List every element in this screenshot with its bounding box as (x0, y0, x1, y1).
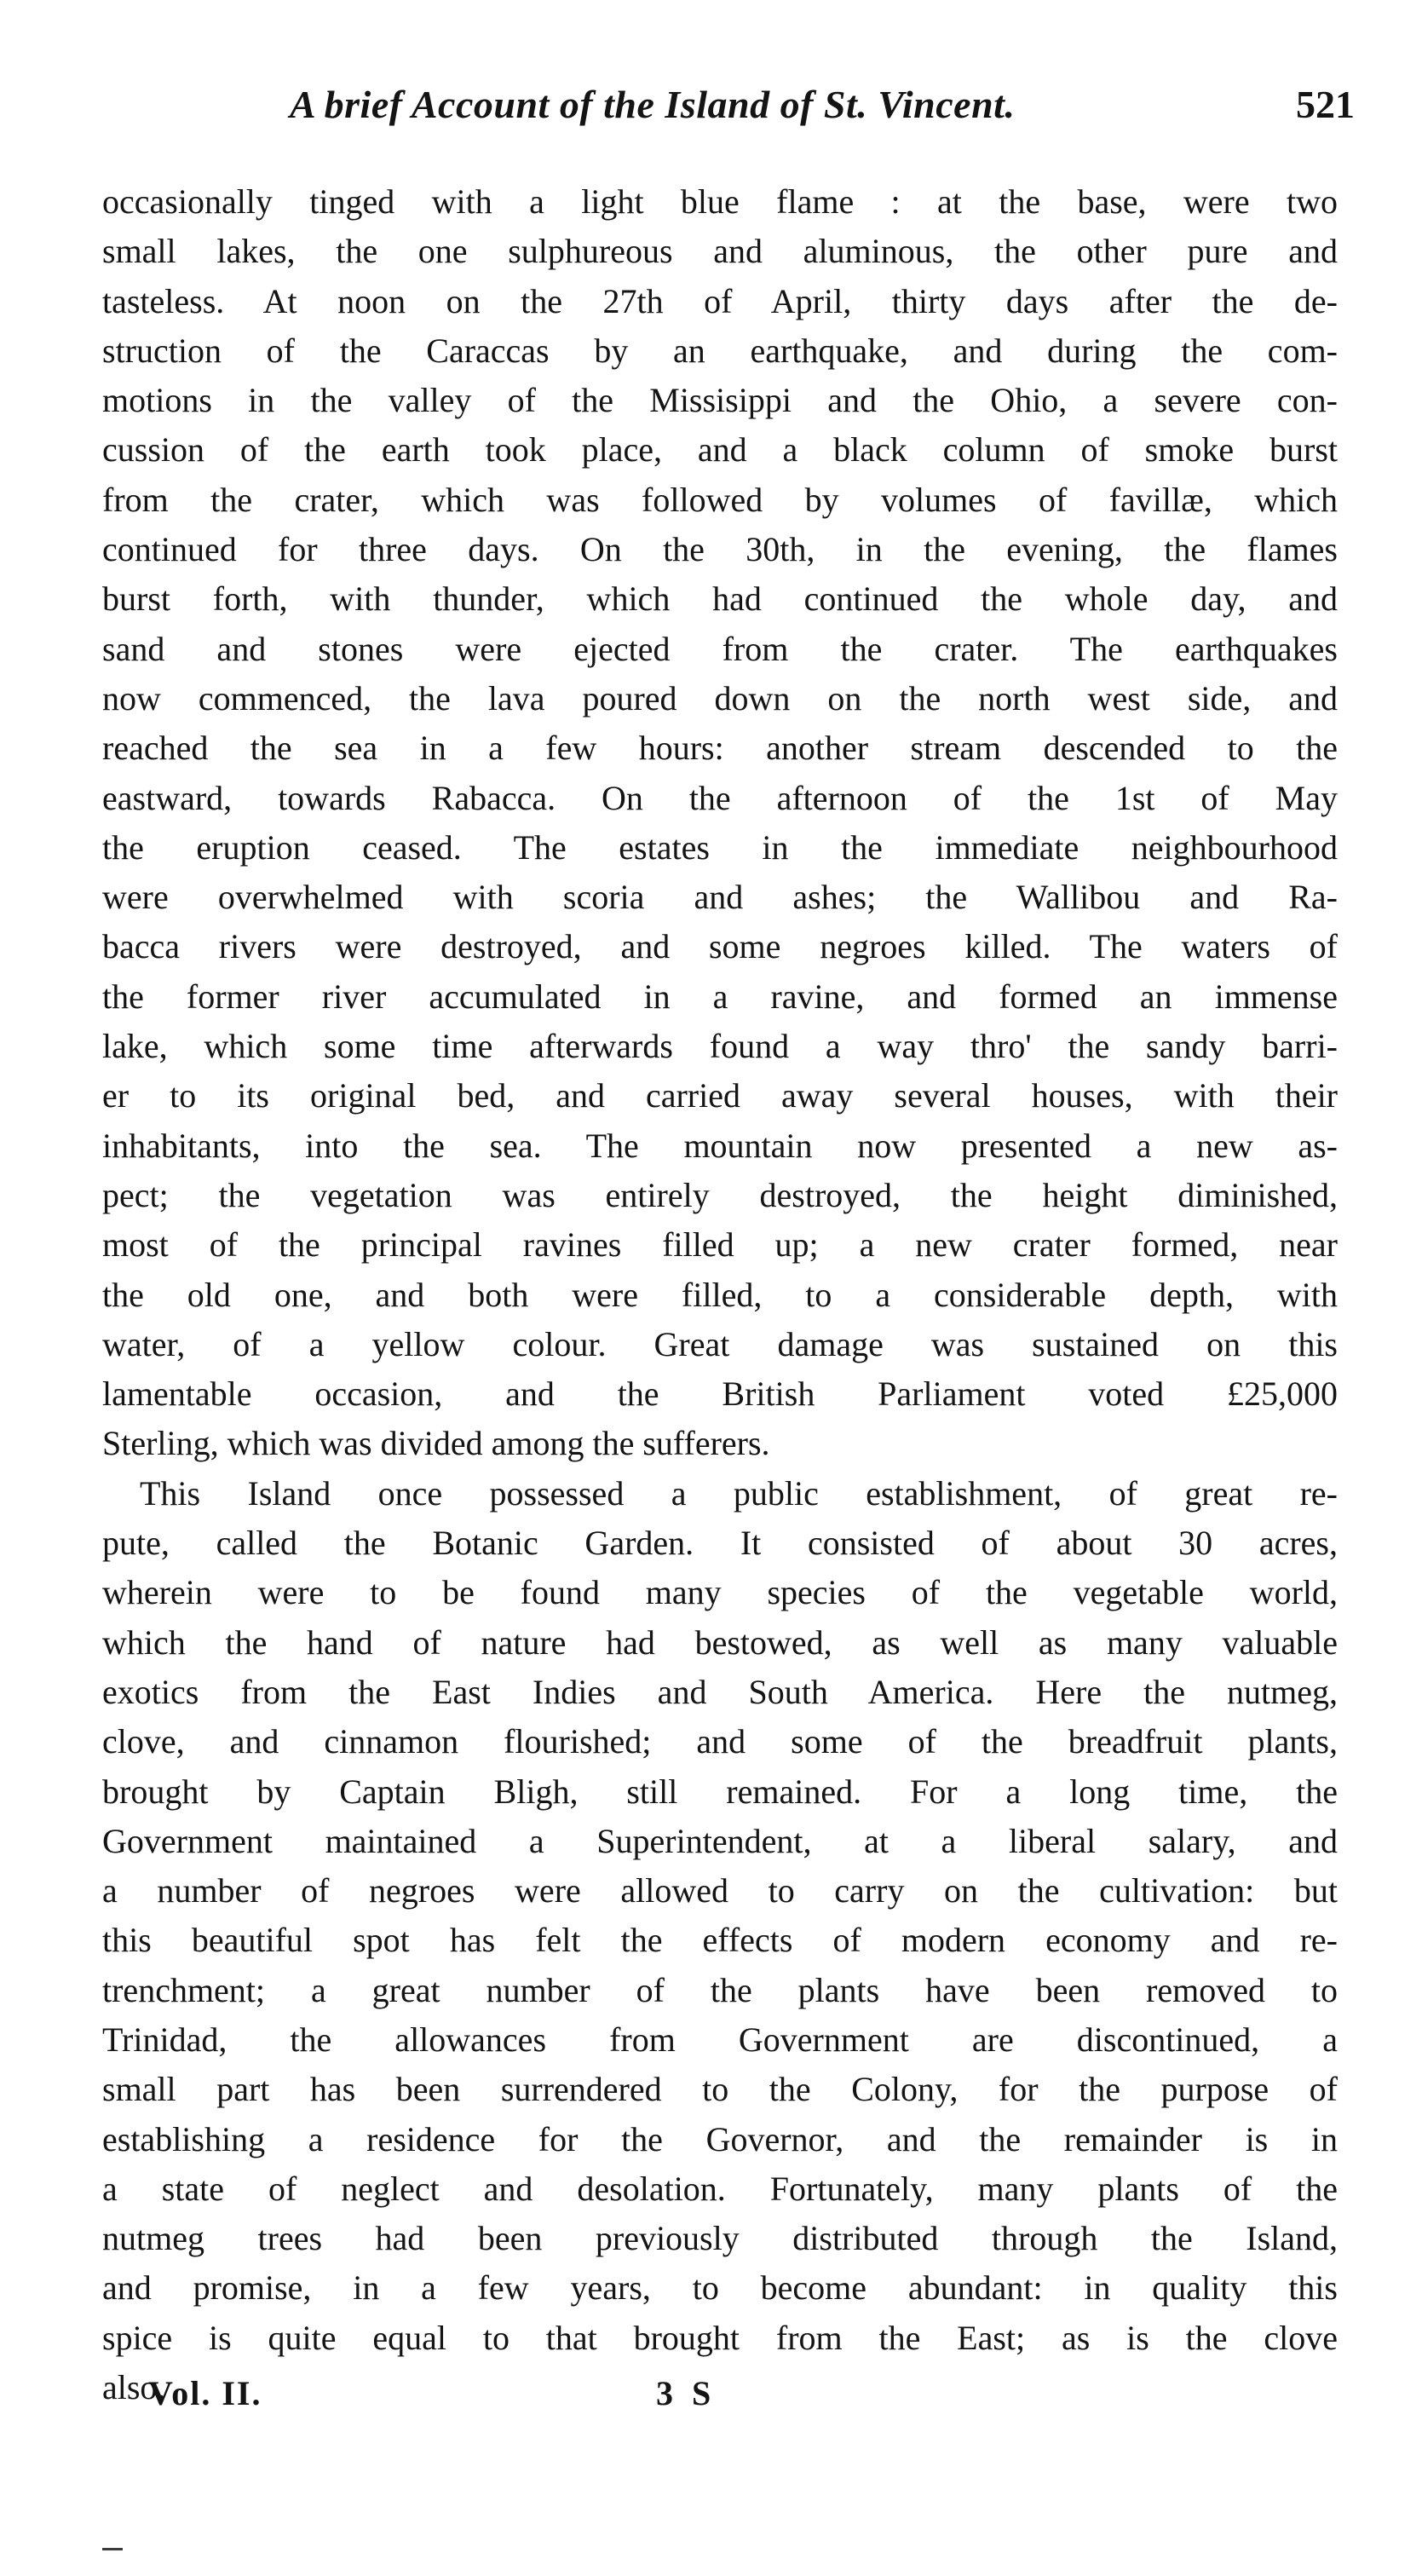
text-line: the old one, and both were filled, to a considerable depth, with (102, 1275, 1338, 1314)
signature-mark: 3 S (656, 2374, 717, 2412)
text-line: lamentable occasion, and the British Parliament voted £25,000 (102, 1374, 1338, 1414)
text-line: pect; the vegetation was entirely destroyed, the height diminished, (102, 1175, 1338, 1214)
text-line: a number of negroes were allowed to carry on the cultivation: but (102, 1871, 1338, 1910)
text-line: exotics from the East Indies and South America. Here the nutmeg, (102, 1672, 1338, 1711)
text-line: eastward, towards Rabacca. On the afternoon of the 1st of May (102, 778, 1338, 817)
text-line: clove, and cinnamon flourished; and some of the breadfruit plants, (102, 1722, 1338, 1761)
text-line: were overwhelmed with scoria and ashes; the Wallibou and Ra- (102, 878, 1338, 917)
text-line: Trinidad, the allowances from Government are discontinued, a (102, 2020, 1338, 2059)
text-line: wherein were to be found many species of the vegetable world, (102, 1573, 1338, 1612)
text-line: sand and stones were ejected from the crater. The earthquakes (102, 629, 1338, 668)
text-line: the eruption ceased. The estates in the immediate neighbourhood (102, 827, 1338, 867)
text-line: inhabitants, into the sea. The mountain now presented a new as- (102, 1126, 1338, 1165)
text-line: continued for three days. On the 30th, in the evening, the flames (102, 530, 1338, 569)
text-line: small part has been surrendered to the Colony, for the purpose of (102, 2070, 1338, 2109)
text-line: cussion of the earth took place, and a black column of smoke burst (102, 430, 1338, 470)
volume-label: Vol. II. (148, 2374, 262, 2412)
page-footer (102, 2373, 1338, 2424)
text-line: from the crater, which was followed by volumes of favillæ, which (102, 480, 1338, 519)
scan-mark (102, 2548, 123, 2550)
running-title: A brief Account of the Island of St. Vincent. (290, 83, 1016, 126)
page-header (102, 82, 1355, 141)
text-line: now commenced, the lava poured down on the north west side, and (102, 678, 1338, 717)
text-line: struction of the Caraccas by an earthquake, and during the com- (102, 331, 1338, 370)
body-text (102, 177, 1338, 2412)
text-line: spice is quite equal to that brought from the East; as is the clove (102, 2318, 1338, 2357)
text-line: and promise, in a few years, to become abundant: in quality this (102, 2268, 1338, 2308)
text-line: trenchment; a great number of the plants have been removed to (102, 1970, 1338, 2009)
text-line: pute, called the Botanic Garden. It consisted of about 30 acres, (102, 1524, 1338, 1563)
text-line: establishing a residence for the Governor, and the remainder is in (102, 2119, 1338, 2158)
text-line: bacca rivers were destroyed, and some negroes killed. The waters of (102, 927, 1338, 966)
text-line: the former river accumulated in a ravine, and formed an immense (102, 977, 1338, 1016)
text-line: tasteless. At noon on the 27th of April, thirty days after the de- (102, 281, 1338, 320)
text-line: motions in the valley of the Missisippi and the Ohio, a severe con- (102, 381, 1338, 420)
text-line: burst forth, with thunder, which had continued the whole day, and (102, 579, 1338, 619)
text-line: which the hand of nature had bestowed, as well as many valuable (102, 1622, 1338, 1662)
text-line: Sterling, which was divided among the sufferers. (102, 1424, 770, 1463)
text-line: small lakes, the one sulphureous and aluminous, the other pure and (102, 232, 1338, 271)
text-line: a state of neglect and desolation. Fortunately, many plants of the (102, 2169, 1338, 2208)
text-line: most of the principal ravines filled up; a new crater formed, near (102, 1225, 1338, 1265)
text-line: brought by Captain Bligh, still remained. For a long time, the (102, 1772, 1338, 1811)
text-line: also. (102, 2368, 166, 2407)
text-line: occasionally tinged with a light blue flame : at the base, were two (102, 182, 1338, 221)
text-line: reached the sea in a few hours: another stream descended to the (102, 729, 1338, 768)
text-line: water, of a yellow colour. Great damage was sustained on this (102, 1324, 1338, 1363)
text-line: this beautiful spot has felt the effects of modern economy and re- (102, 1921, 1338, 1960)
page-number: 521 (1296, 83, 1355, 126)
text-line: er to its original bed, and carried away several houses, with their (102, 1076, 1338, 1115)
text-line: nutmeg trees had been previously distributed through the Island, (102, 2219, 1338, 2258)
text-line: This Island once possessed a public establishment, of great re- (140, 1473, 1338, 1513)
text-line: lake, which some time afterwards found a way thro' the sandy barri- (102, 1027, 1338, 1066)
text-line: Government maintained a Superintendent, at a liberal salary, and (102, 1821, 1338, 1860)
